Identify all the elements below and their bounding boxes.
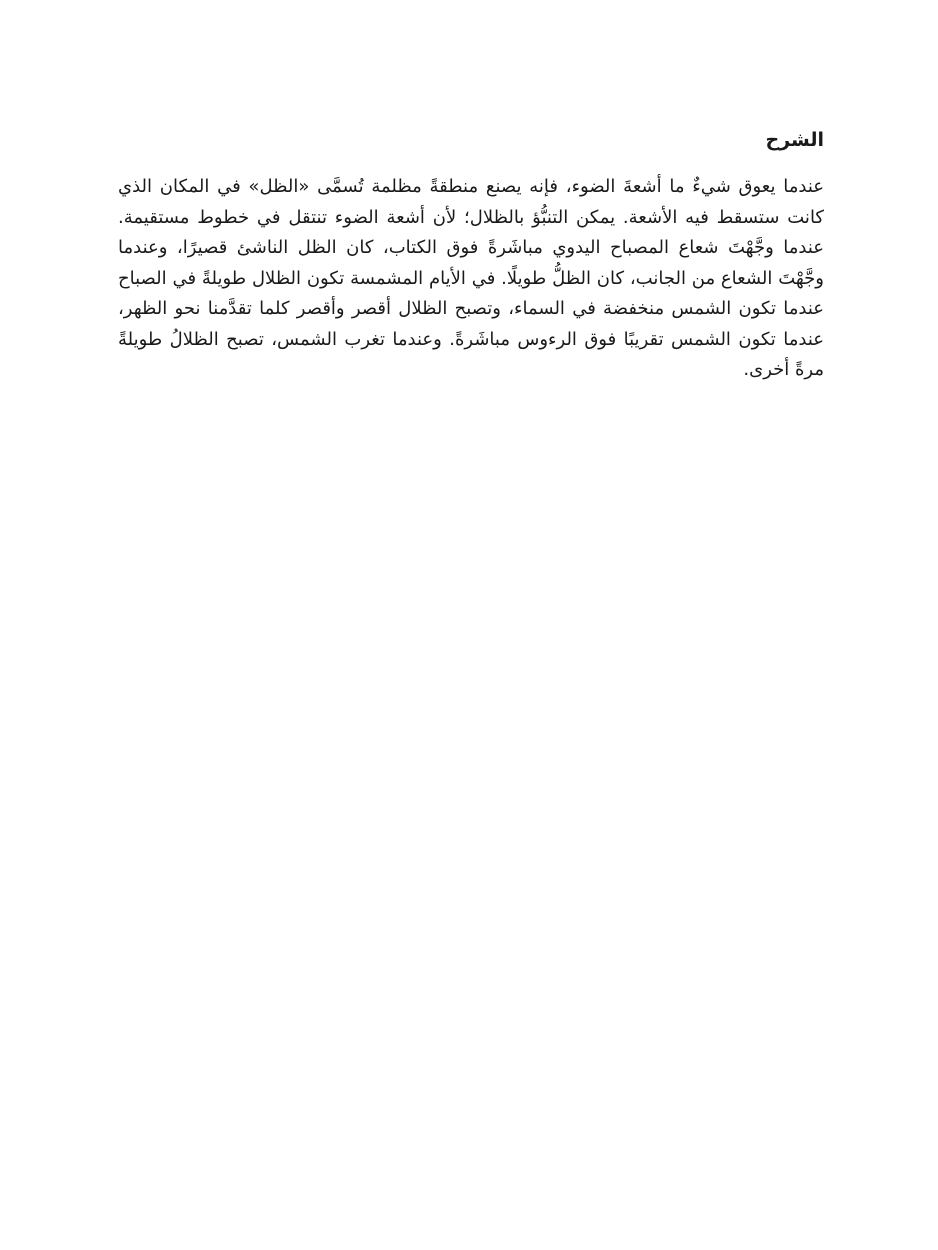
document-page <box>118 126 824 386</box>
explanation-paragraph: عندما يعوق شيءٌ ما أشعةَ الضوء، فإنه يصنع منطقةً مظلمة تُسمَّى «الظل» في المكان الذي كانت ستسقط فيه الأشعة. يمكن التنبُّؤ بالظلال؛ لأن أشعة الضوء تنتقل في خطوط مستقيمة. عندما وجَّهْتَ شعاع المصباح اليدوي مباشَرةً فوق الكتاب، كان الظل الناشئ قصيرًا، وعندما وجَّهْتَ الشعاع من الجانب، كان الظلُّ طويلًا. في الأيام المشمسة تكون الظلال طويلةً في الصباح عندما تكون الشمس منخفضة في السماء، وتصبح الظلال أقصر وأقصر كلما تقدَّمنا نحو الظهر، عندما تكون الشمس تقريبًا فوق الرءوس مباشَرةً. وعندما تغرب الشمس، تصبح الظلالُ طويلةً مرةً أخرى. <box>118 176 824 380</box>
section-heading: الشرح <box>765 129 824 151</box>
